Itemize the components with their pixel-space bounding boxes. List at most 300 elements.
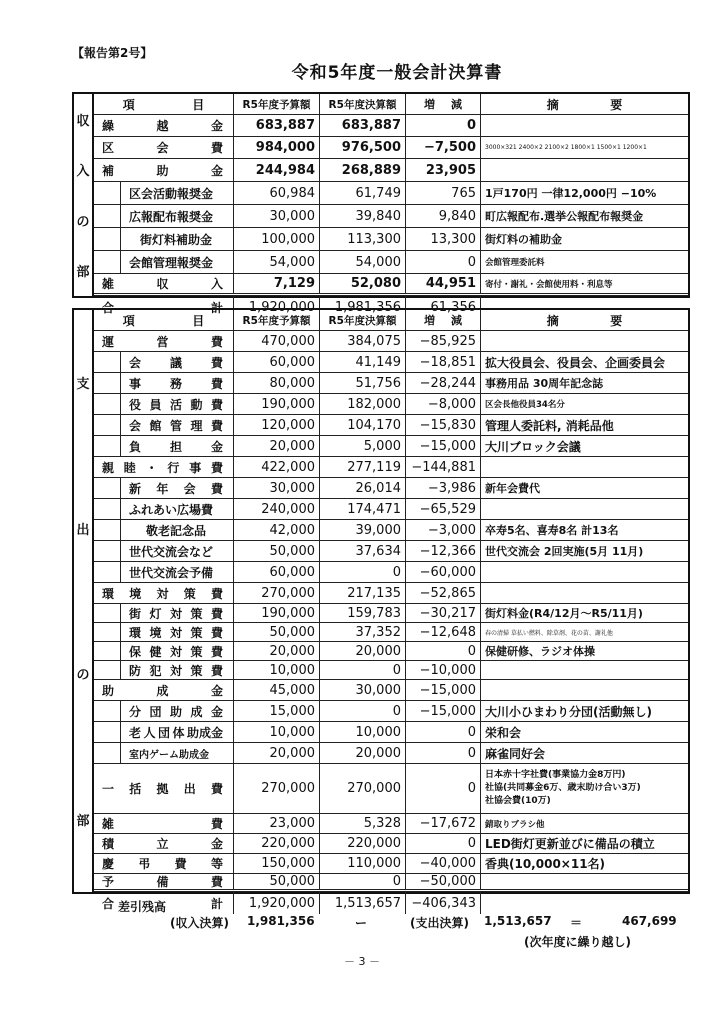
item-label-char: 費 <box>210 397 223 412</box>
item-label-char: 策 <box>183 586 196 601</box>
header-diff-char: 増 <box>424 314 435 327</box>
item-label-char: 街灯料補助金 <box>139 232 212 247</box>
item-label <box>120 642 227 660</box>
item-cell <box>94 541 234 561</box>
table-row <box>94 562 688 583</box>
diff-cell: 0 <box>406 764 481 813</box>
item-label <box>102 583 223 603</box>
item-label-char: 年 <box>156 481 169 496</box>
actual-cell: 182,000 <box>320 394 406 414</box>
item-label-char: 街 <box>129 606 142 621</box>
item-label <box>102 814 223 833</box>
item-label-char: 会館管理報奨金 <box>129 255 214 270</box>
item-label-char: 会 <box>129 355 142 370</box>
notes-cell: 街灯料の補助金 <box>485 233 562 246</box>
actual-cell: 1,981,356 <box>320 296 406 318</box>
notes-line: 社協(共同募金6万、歳末助け合い3万) <box>485 783 641 793</box>
actual-cell: 683,887 <box>320 115 406 136</box>
item-label-char: 金 <box>210 837 223 851</box>
table-row <box>94 457 688 478</box>
item-label-char: 費 <box>210 625 223 640</box>
budget-cell: 15,000 <box>234 701 320 721</box>
diff-cell: −15,000 <box>406 436 481 456</box>
table-row <box>94 228 688 251</box>
item-label-char: 防 <box>129 663 142 678</box>
item-label-char: 費 <box>210 663 223 678</box>
item-label-char: 助 <box>169 704 182 719</box>
side-label-char: 収 <box>76 113 90 129</box>
item-label-char: 環 <box>129 625 142 640</box>
item-label <box>120 251 227 273</box>
item-label-char: 計 <box>210 896 223 911</box>
actual-cell: 5,000 <box>320 436 406 456</box>
item-label-char: 補 <box>102 163 115 178</box>
item-label-char: 費 <box>210 460 223 475</box>
item-label-char: 費 <box>210 782 223 796</box>
item-label-char: 策 <box>190 625 203 640</box>
header-item <box>94 310 234 330</box>
item-label-char: 括 <box>129 782 142 796</box>
item-label-char: 策 <box>190 663 203 678</box>
item-cell <box>94 159 234 181</box>
budget-cell: 50,000 <box>234 541 320 561</box>
budget-cell: 30,000 <box>234 478 320 498</box>
item-label-char: 雑 <box>102 277 115 291</box>
budget-cell: 23,000 <box>234 814 320 833</box>
item-label-char: 成 <box>190 704 203 719</box>
item-label <box>120 701 227 721</box>
item-cell <box>94 743 234 763</box>
item-cell <box>94 764 234 813</box>
actual-cell: 20,000 <box>320 642 406 660</box>
actual-cell: 159,783 <box>320 604 406 622</box>
actual-cell: 39,840 <box>320 205 406 227</box>
diff-cell: 9,840 <box>406 205 481 227</box>
budget-cell: 422,000 <box>234 457 320 477</box>
item-label-char: 金 <box>210 163 223 178</box>
item-label-char: 敬老記念品 <box>145 523 206 538</box>
item-cell <box>94 205 234 227</box>
item-label <box>102 137 223 158</box>
item-label-char: 管 <box>169 418 182 433</box>
item-label-char: 事 <box>129 376 142 391</box>
item-label-char: 理 <box>190 418 203 433</box>
diff-cell: −15,830 <box>406 415 481 435</box>
notes-cell: 錆取りブラシ他 <box>485 819 545 830</box>
budget-cell: 190,000 <box>234 394 320 414</box>
actual-cell: 0 <box>320 661 406 679</box>
item-cell <box>94 814 234 833</box>
item-cell <box>94 562 234 582</box>
item-cell <box>94 352 234 372</box>
notes-cell: 3000×321 2400×2 2100×2 1800×1 1500×1 1200×1 <box>485 144 647 151</box>
item-label-char: 策 <box>190 644 203 659</box>
item-cell <box>94 373 234 393</box>
item-label-char: 慶 <box>102 857 115 871</box>
item-label-char: ふれあい広場費 <box>129 502 214 517</box>
diff-cell: −144,881 <box>406 457 481 477</box>
item-label-char: 費 <box>210 418 223 433</box>
budget-cell: 50,000 <box>234 623 320 641</box>
actual-cell: 174,471 <box>320 499 406 519</box>
item-label-char: 費 <box>210 355 223 370</box>
header-notes-char: 要 <box>610 97 623 112</box>
budget-cell: 1,920,000 <box>234 892 320 914</box>
notes-cell: 新年会費代 <box>485 482 540 495</box>
item-cell <box>94 436 234 456</box>
item-label-char: 会 <box>156 141 169 155</box>
item-label-char: 犯 <box>149 663 162 678</box>
item-label-char: 雑 <box>102 817 115 831</box>
header-diff-char: 減 <box>451 98 462 111</box>
item-cell <box>94 680 234 700</box>
diff-cell: 765 <box>406 182 481 204</box>
item-label <box>102 854 223 873</box>
item-cell <box>94 583 234 603</box>
budget-cell: 42,000 <box>234 520 320 540</box>
item-label-char: 人 <box>143 725 156 740</box>
item-label-char: 対 <box>169 625 182 640</box>
header-item-char: 目 <box>192 97 205 112</box>
budget-cell: 240,000 <box>234 499 320 519</box>
expense-settlement-value: 1,513,657 <box>484 914 552 928</box>
actual-cell: 37,634 <box>320 541 406 561</box>
item-cell <box>94 661 234 679</box>
table-row <box>94 680 688 701</box>
item-label <box>102 834 223 853</box>
item-label-char: 世代交流会予備 <box>129 565 214 580</box>
item-label-char: 費 <box>210 481 223 496</box>
table-row <box>94 251 688 274</box>
item-label-char: 対 <box>169 663 182 678</box>
notes-cell <box>481 115 688 136</box>
diff-cell: −406,343 <box>406 892 481 914</box>
side-label-char: 部 <box>76 265 90 281</box>
item-label-char: 館 <box>149 418 162 433</box>
notes-cell: 区会長他役員34名分 <box>485 400 565 410</box>
table-row <box>94 874 688 892</box>
item-cell <box>94 415 234 435</box>
diff-cell: −30,217 <box>406 604 481 622</box>
table-row <box>94 701 688 722</box>
budget-cell: 10,000 <box>234 661 320 679</box>
table-row <box>94 642 688 661</box>
notes-cell: 世代交流会 2回実施(5月 11月) <box>485 545 644 558</box>
item-label-char: 費 <box>210 334 223 349</box>
item-label <box>102 274 223 293</box>
notes-cell <box>481 764 688 813</box>
notes-cell <box>481 562 688 582</box>
actual-cell: 5,328 <box>320 814 406 833</box>
item-label-char: 拠 <box>156 782 169 796</box>
header-row <box>94 310 688 331</box>
minus-sign: ー <box>355 916 368 930</box>
item-label-char: 員 <box>149 397 162 412</box>
income-table <box>72 92 690 315</box>
table-row <box>94 415 688 436</box>
item-label-char: 収 <box>156 277 169 291</box>
actual-cell: 10,000 <box>320 722 406 742</box>
notes-cell: 町広報配布.選挙公報配布報奨金 <box>485 210 644 223</box>
notes-cell <box>481 331 688 351</box>
header-item-char: 項 <box>122 313 135 328</box>
item-label-char: 費 <box>210 644 223 659</box>
item-label <box>102 457 223 477</box>
side-label-char: 入 <box>76 164 90 180</box>
item-cell <box>94 182 234 204</box>
item-label-char: 活 <box>169 397 182 412</box>
item-label <box>120 182 227 204</box>
table-row <box>94 205 688 228</box>
balance-label: 差引残高 <box>118 900 167 914</box>
diff-cell: −3,000 <box>406 520 481 540</box>
budget-cell: 270,000 <box>234 764 320 813</box>
income-side-label <box>74 94 94 296</box>
item-label <box>120 743 227 763</box>
item-cell <box>94 331 234 351</box>
table-row <box>94 352 688 373</box>
item-label-char: 親 <box>102 460 115 475</box>
item-label <box>120 520 227 540</box>
item-label-char: 費 <box>210 817 223 831</box>
budget-cell: 470,000 <box>234 331 320 351</box>
side-label-char: 部 <box>76 813 90 829</box>
notes-cell: 管理人委託料, 消耗品他 <box>485 418 614 433</box>
table-row <box>94 182 688 205</box>
actual-cell: 30,000 <box>320 680 406 700</box>
item-cell <box>94 457 234 477</box>
item-label-char: 金 <box>210 683 223 698</box>
item-cell <box>94 394 234 414</box>
actual-cell: 26,014 <box>320 478 406 498</box>
diff-cell: 0 <box>406 251 481 273</box>
item-label <box>102 764 223 813</box>
notes-line: 日本赤十字社費(事業協力金8万円) <box>485 770 626 780</box>
notes-cell: LED街灯更新並びに備品の積立 <box>485 837 655 851</box>
notes-cell <box>481 680 688 700</box>
item-cell <box>94 274 234 293</box>
actual-cell: 0 <box>320 562 406 582</box>
table-row <box>94 520 688 541</box>
table-row <box>94 436 688 457</box>
table-row <box>94 478 688 499</box>
diff-cell: 13,300 <box>406 228 481 250</box>
notes-cell <box>481 661 688 679</box>
notes-cell: 麻雀同好会 <box>485 746 546 761</box>
diff-cell: 0 <box>406 743 481 763</box>
item-label <box>120 722 227 742</box>
budget-cell: 20,000 <box>234 743 320 763</box>
item-label-char: 助 <box>102 683 115 698</box>
item-label <box>120 394 227 414</box>
table-row <box>94 623 688 642</box>
notes-cell: 1戸170円 一律12,000円 −10% <box>485 187 657 200</box>
item-label-char: 費 <box>210 875 223 889</box>
diff-cell: 0 <box>406 642 481 660</box>
item-label-char: 計 <box>210 300 223 315</box>
item-label-char: 環 <box>102 586 115 601</box>
budget-cell: 244,984 <box>234 159 320 181</box>
actual-cell: 52,080 <box>320 274 406 293</box>
item-label-char: 灯 <box>149 606 162 621</box>
header-diff <box>406 94 481 114</box>
table-row <box>94 274 688 296</box>
budget-cell: 30,000 <box>234 205 320 227</box>
actual-cell: 217,135 <box>320 583 406 603</box>
header-diff <box>406 310 481 330</box>
item-label <box>120 478 227 498</box>
notes-cell: 大川小ひまわり分団(活動無し) <box>485 704 652 719</box>
notes-cell <box>481 159 688 181</box>
item-label-char: 等 <box>210 857 223 871</box>
table-row <box>94 604 688 623</box>
diff-cell: −15,000 <box>406 680 481 700</box>
diff-cell: −3,986 <box>406 478 481 498</box>
item-cell <box>94 722 234 742</box>
header-item-char: 項 <box>122 97 135 112</box>
actual-cell: 20,000 <box>320 743 406 763</box>
side-label-char: 支 <box>76 377 90 393</box>
item-label-char: 金 <box>210 704 223 719</box>
item-cell <box>94 478 234 498</box>
item-label-char: 団 <box>157 725 170 740</box>
side-label-char: の <box>76 214 90 230</box>
item-label-char: 務 <box>169 376 182 391</box>
item-label-char: 費 <box>174 857 187 871</box>
item-label-char: 会 <box>129 418 142 433</box>
item-label-char: 世代交流会など <box>129 544 214 559</box>
table-row <box>94 814 688 834</box>
diff-cell: −8,000 <box>406 394 481 414</box>
budget-cell: 50,000 <box>234 874 320 889</box>
item-label-char: 助 <box>156 163 169 178</box>
diff-cell: −40,000 <box>406 854 481 873</box>
diff-cell: −18,851 <box>406 352 481 372</box>
item-cell <box>94 874 234 889</box>
item-label <box>120 499 227 519</box>
item-label <box>120 562 227 582</box>
header-notes <box>481 310 688 330</box>
diff-cell: −15,000 <box>406 701 481 721</box>
diff-cell: 61,356 <box>406 296 481 318</box>
budget-cell: 220,000 <box>234 834 320 853</box>
diff-cell: −28,244 <box>406 373 481 393</box>
item-label-char: 越 <box>156 119 169 133</box>
item-cell <box>94 604 234 622</box>
document-title: 令和5年度一般会計決算書 <box>291 63 503 83</box>
table-row <box>94 159 688 182</box>
table-row <box>94 137 688 159</box>
item-label-char: 境 <box>129 586 142 601</box>
item-cell <box>94 642 234 660</box>
item-label-char: 費 <box>210 586 223 601</box>
item-cell <box>94 834 234 853</box>
item-label-char: 行 <box>167 460 180 475</box>
actual-cell: 0 <box>320 874 406 889</box>
notes-cell: 保健研修、ラジオ体操 <box>485 645 595 658</box>
actual-cell: 110,000 <box>320 854 406 873</box>
diff-cell: 0 <box>406 834 481 853</box>
actual-cell: 39,000 <box>320 520 406 540</box>
budget-cell: 60,984 <box>234 182 320 204</box>
budget-cell: 683,887 <box>234 115 320 136</box>
item-label <box>120 415 227 435</box>
table-row <box>94 115 688 137</box>
income-settlement-label: (収入決算) <box>170 916 229 930</box>
table-row <box>94 541 688 562</box>
budget-cell: 120,000 <box>234 415 320 435</box>
item-label-char: 積 <box>102 837 115 851</box>
item-label-char: 対 <box>169 606 182 621</box>
actual-cell: 0 <box>320 701 406 721</box>
item-label <box>120 436 227 456</box>
budget-cell: 20,000 <box>234 642 320 660</box>
actual-cell: 54,000 <box>320 251 406 273</box>
side-label-char: 出 <box>76 522 90 538</box>
actual-cell: 41,149 <box>320 352 406 372</box>
notes-cell <box>481 583 688 603</box>
notes-cell: 街灯料金(R4/12月～R5/11月) <box>485 607 643 620</box>
item-label-char: 老 <box>129 725 142 740</box>
item-label <box>120 352 227 372</box>
item-cell <box>94 854 234 873</box>
diff-cell: −17,672 <box>406 814 481 833</box>
item-label-char: 一 <box>102 782 115 796</box>
item-label-char: 分 <box>129 704 142 719</box>
item-label-char: 負 <box>129 439 142 454</box>
budget-cell: 100,000 <box>234 228 320 250</box>
item-label-char: 費 <box>210 376 223 391</box>
budget-cell: 190,000 <box>234 604 320 622</box>
actual-cell: 976,500 <box>320 137 406 158</box>
item-label-char: 区 <box>102 141 115 155</box>
item-label-char: 新 <box>129 481 142 496</box>
item-label-char: 体 <box>172 725 185 740</box>
diff-cell: 44,951 <box>406 274 481 293</box>
item-label-char: 合 <box>102 300 115 315</box>
actual-cell: 37,352 <box>320 623 406 641</box>
item-label-char: 策 <box>190 606 203 621</box>
item-label-char: 議 <box>169 355 182 370</box>
budget-cell: 60,000 <box>234 352 320 372</box>
item-label-char: 担 <box>169 439 182 454</box>
diff-cell: 0 <box>406 115 481 136</box>
diff-cell: −65,529 <box>406 499 481 519</box>
item-cell <box>94 701 234 721</box>
notes-cell: 会館管理委託料 <box>485 258 545 268</box>
item-label <box>102 680 223 700</box>
budget-cell: 7,129 <box>234 274 320 293</box>
item-label <box>120 541 227 561</box>
side-label-char: の <box>76 668 90 684</box>
table-row <box>94 764 688 814</box>
item-label-char: 繰 <box>102 119 115 133</box>
item-label-char: 費 <box>210 141 223 155</box>
diff-cell: −7,500 <box>406 137 481 158</box>
header-diff-char: 増 <box>424 98 435 111</box>
budget-cell: 20,000 <box>234 436 320 456</box>
diff-cell: 0 <box>406 722 481 742</box>
diff-cell: −60,000 <box>406 562 481 582</box>
actual-cell: 220,000 <box>320 834 406 853</box>
diff-cell: −50,000 <box>406 874 481 889</box>
header-diff-char: 減 <box>451 314 462 327</box>
item-label-char: 保 <box>129 644 142 659</box>
actual-cell: 113,300 <box>320 228 406 250</box>
item-label-char: 営 <box>156 334 169 349</box>
table-row <box>94 834 688 854</box>
item-label-char: 広報配布報奨金 <box>129 209 214 224</box>
